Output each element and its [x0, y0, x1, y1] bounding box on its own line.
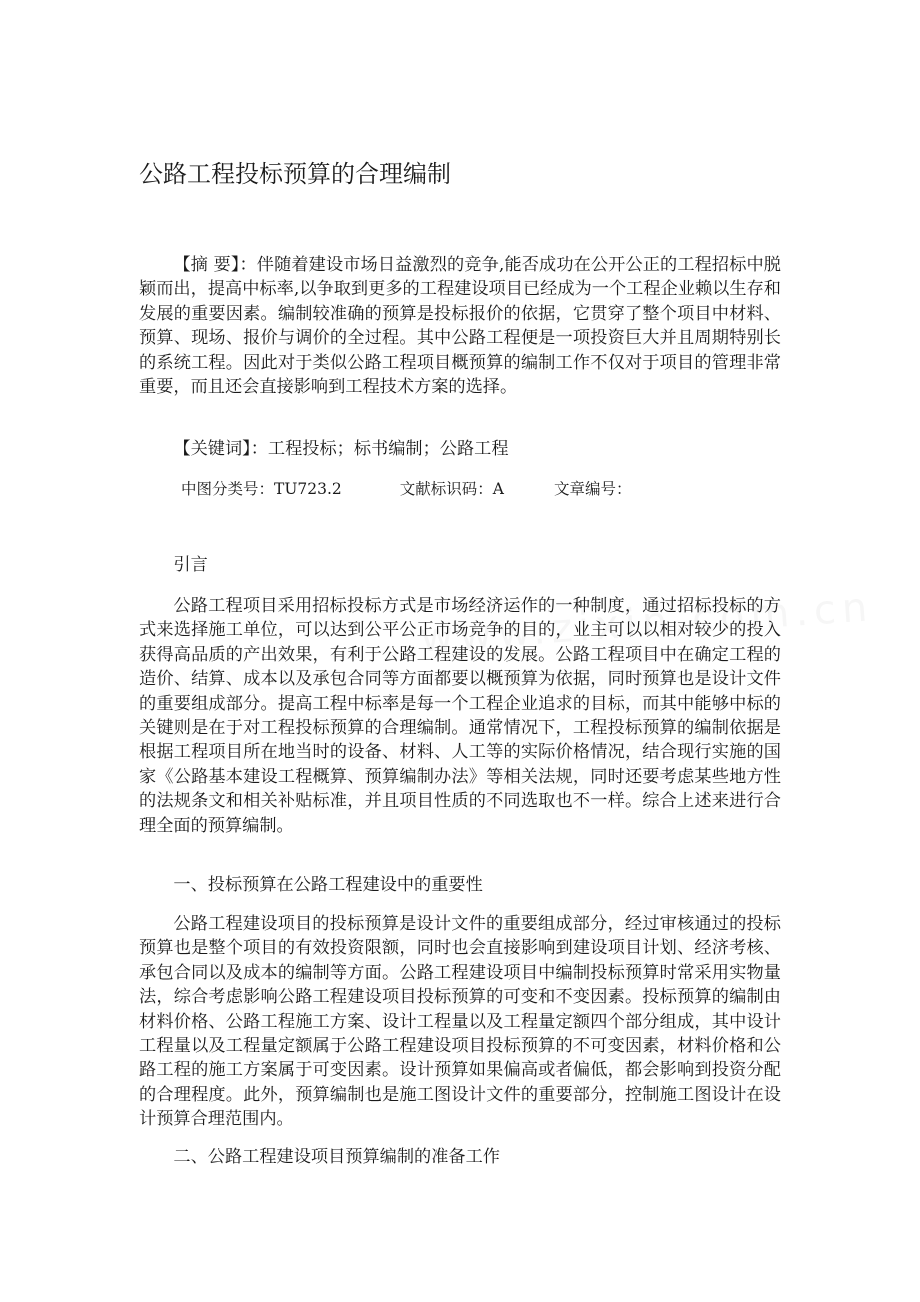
keywords-line: 【关键词】：工程投标；标书编制；公路工程	[173, 439, 509, 459]
metadata-line	[181, 477, 632, 501]
intro-paragraph: 公路工程项目采用招标投标方式是市场经济运作的一种制度，通过招标投标的方式来选择施工单位，可以达到公平公正市场竞争的目的，业主可以以相对较少的投入获得高品质的产出效果，有利于公路工程建设的发展。公路工程项目中在确定工程的造价、结算、成本以及承包合同等方面都要以概预算为依据，同时预算也是设计文件的重要组成部分。提高工程中标率是每一个工程企业追求的目标，而其中能够中标的关键则是在于对工程投标预算的合理编制。通常情况下，工程投标预算的编制依据是根据工程项目所在地当时的设备、材料、人工等的实际价格情况，结合现行实施的国家《公路基本建设工程概算、预算编制办法》等相关法规，同时还要考虑某些地方性的法规条文和相关补贴标准，并且项目性质的不同选取也不一样。综合上述来进行合理全面的预算编制。	[139, 596, 781, 836]
section-2-heading: 二、公路工程建设项目预算编制的准备工作	[173, 1147, 500, 1167]
intro-heading: 引言	[173, 555, 208, 575]
document-code: 文献标识码：A	[399, 480, 504, 498]
document-title: 公路工程投标预算的合理编制	[139, 160, 451, 188]
abstract-paragraph: 【摘 要】：伴随着建设市场日益激烈的竞争,能否成功在公开公正的工程招标中脱颖而出，提高中标率,以争取到更多的工程建设项目已经成为一个工程企业赖以生存和发展的重要因素。编制较准确的预算是投标报价的依据，它贯穿了整个项目中材料、预算、现场、报价与调价的全过程。其中公路工程便是一项投资巨大并且周期特别长的系统工程。因此对于类似公路工程项目概预算的编制工作不仅对于项目的管理非常重要，而且还会直接影响到工程技术方案的选择。	[139, 255, 781, 398]
article-number: 文章编号：	[553, 480, 632, 498]
section-1-heading: 一、投标预算在公路工程建设中的重要性	[173, 875, 483, 895]
section-1-paragraph: 公路工程建设项目的投标预算是设计文件的重要组成部分，经过审核通过的投标预算也是整个项目的有效投资限额，同时也会直接影响到建设项目计划、经济考核、承包合同以及成本的编制等方面。公路工程建设项目中编制投标预算时常采用实物量法，综合考虑影响公路工程建设项目投标预算的可变和不变因素。投标预算的编制由材料价格、公路工程施工方案、设计工程量以及工程量定额四个部分组成，其中设计工程量以及工程量定额属于公路工程建设项目投标预算的不可变因素，材料价格和公路工程的施工方案属于可变因素。设计预算如果偏高或者偏低，都会影响到投资分配的合理程度。此外，预算编制也是施工图设计文件的重要部分，控制施工图设计在设计预算合理范围内。	[139, 914, 781, 1130]
classification-number: 中图分类号：TU723.2	[181, 480, 342, 498]
